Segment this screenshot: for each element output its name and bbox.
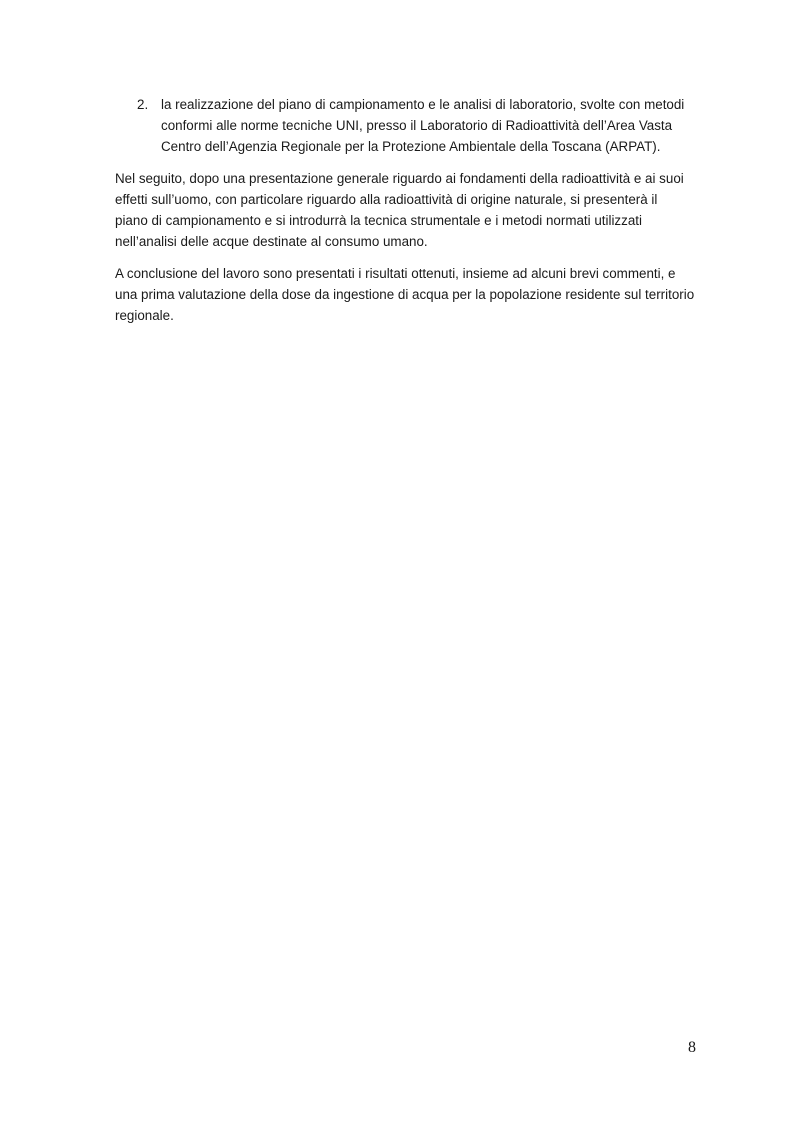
page-number: 8 bbox=[688, 1039, 696, 1056]
list-item-text bbox=[161, 94, 711, 157]
list-item-line: Centro dell’Agenzia Regionale per la Protezione Ambientale della Toscana (ARPAT). bbox=[161, 139, 661, 154]
paragraph-line: piano di campionamento e si introdurrà la tecnica strumentale e i metodi normati utilizzati bbox=[115, 213, 642, 228]
list-item-line: la realizzazione del piano di campionamento e le analisi di laboratorio, svolte con metodi bbox=[161, 97, 685, 112]
body-paragraph bbox=[115, 168, 705, 252]
paragraph-line: effetti sull’uomo, con particolare riguardo alla radioattività di origine naturale, si presenterà il bbox=[115, 192, 658, 207]
paragraph-line: regionale. bbox=[115, 308, 174, 323]
paragraph-line: una prima valutazione della dose da ingestione di acqua per la popolazione residente sul territorio bbox=[115, 287, 695, 302]
paragraph-line: A conclusione del lavoro sono presentati i risultati ottenuti, insieme ad alcuni brevi commenti, e bbox=[115, 266, 676, 281]
list-item-line: conformi alle norme tecniche UNI, presso il Laboratorio di Radioattività dell’Area Vasta bbox=[161, 118, 673, 133]
list-item-number: 2. bbox=[137, 97, 149, 112]
paragraph-line: nell’analisi delle acque destinate al consumo umano. bbox=[115, 234, 428, 249]
body-paragraph bbox=[115, 263, 705, 326]
paragraph-line: Nel seguito, dopo una presentazione generale riguardo ai fondamenti della radioattività e ai suoi bbox=[115, 171, 684, 186]
